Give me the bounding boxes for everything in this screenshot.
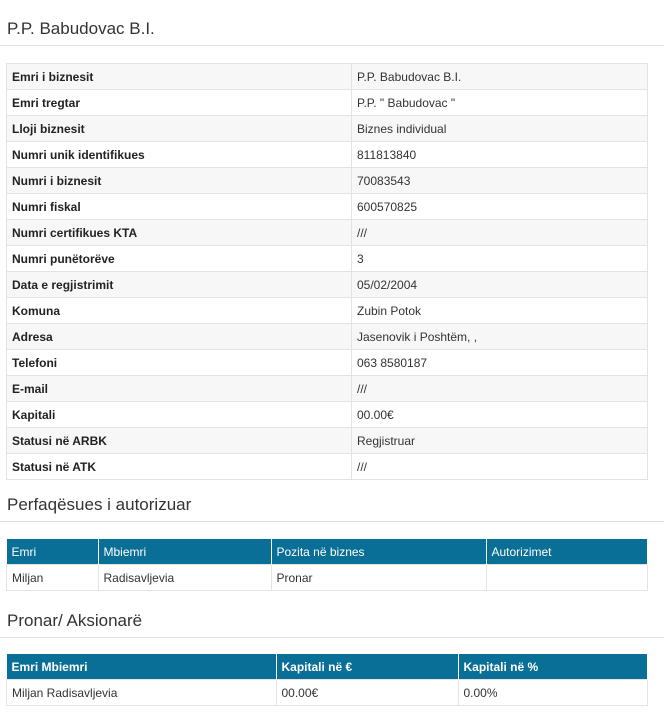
- detail-label: Adresa: [7, 324, 352, 350]
- detail-label: Telefoni: [7, 350, 352, 376]
- detail-value: Regjistruar: [352, 428, 648, 454]
- detail-label: Emri i biznesit: [7, 64, 352, 90]
- page-title: P.P. Babudovac B.I.: [0, 19, 664, 46]
- detail-value: ///: [352, 220, 648, 246]
- owners-heading: Pronar/ Aksionarë: [0, 611, 664, 638]
- detail-row: [7, 402, 648, 428]
- detail-row: [7, 142, 648, 168]
- detail-value: ///: [352, 376, 648, 402]
- detail-value: Jasenovik i Poshtëm, ,: [352, 324, 648, 350]
- detail-value: 600570825: [352, 194, 648, 220]
- table-row: [7, 565, 648, 591]
- detail-value: 811813840: [352, 142, 648, 168]
- detail-value: 00.00€: [352, 402, 648, 428]
- detail-label: Kapitali: [7, 402, 352, 428]
- table-cell: Miljan Radisavljevia: [7, 680, 277, 706]
- detail-label: Numri i biznesit: [7, 168, 352, 194]
- column-header: Emri Mbiemri: [7, 654, 277, 680]
- detail-value: Zubin Potok: [352, 298, 648, 324]
- table-cell: 0.00%: [458, 680, 648, 706]
- detail-row: [7, 376, 648, 402]
- detail-value: Biznes individual: [352, 116, 648, 142]
- detail-value: ///: [352, 454, 648, 480]
- detail-row: [7, 272, 648, 298]
- column-header: Autorizimet: [486, 539, 648, 565]
- detail-row: [7, 168, 648, 194]
- table-cell: Pronar: [271, 565, 486, 591]
- detail-label: Numri punëtorëve: [7, 246, 352, 272]
- column-header: Kapitali në %: [458, 654, 648, 680]
- detail-label: Numri fiskal: [7, 194, 352, 220]
- detail-row: [7, 428, 648, 454]
- table-cell: 00.00€: [276, 680, 458, 706]
- table-cell: Radisavljevia: [98, 565, 271, 591]
- detail-label: Emri tregtar: [7, 90, 352, 116]
- detail-row: [7, 454, 648, 480]
- detail-label: Statusi në ARBK: [7, 428, 352, 454]
- table-row: [7, 680, 648, 706]
- table-header-row: [7, 539, 648, 565]
- detail-row: [7, 298, 648, 324]
- detail-label: Numri unik identifikues: [7, 142, 352, 168]
- table-header-row: [7, 654, 648, 680]
- owners-table: [6, 654, 648, 706]
- detail-row: [7, 246, 648, 272]
- detail-row: [7, 350, 648, 376]
- business-details-table: [6, 63, 648, 480]
- detail-value: 3: [352, 246, 648, 272]
- column-header: Mbiemri: [98, 539, 271, 565]
- detail-value: P.P. Babudovac B.I.: [352, 64, 648, 90]
- detail-row: [7, 324, 648, 350]
- detail-label: Lloji biznesit: [7, 116, 352, 142]
- column-header: Kapitali në €: [276, 654, 458, 680]
- detail-value: P.P. " Babudovac ": [352, 90, 648, 116]
- detail-label: E-mail: [7, 376, 352, 402]
- detail-label: Komuna: [7, 298, 352, 324]
- detail-row: [7, 90, 648, 116]
- detail-row: [7, 194, 648, 220]
- table-cell: [486, 565, 648, 591]
- detail-value: 70083543: [352, 168, 648, 194]
- detail-row: [7, 220, 648, 246]
- detail-label: Numri certifikues KTA: [7, 220, 352, 246]
- detail-value: 063 8580187: [352, 350, 648, 376]
- detail-label: Data e regjistrimit: [7, 272, 352, 298]
- detail-value: 05/02/2004: [352, 272, 648, 298]
- representatives-heading: Perfaqësues i autorizuar: [0, 495, 664, 522]
- column-header: Pozita në biznes: [271, 539, 486, 565]
- detail-row: [7, 116, 648, 142]
- detail-label: Statusi në ATK: [7, 454, 352, 480]
- column-header: Emri: [7, 539, 99, 565]
- detail-row: [7, 64, 648, 90]
- representatives-table: [6, 539, 648, 591]
- table-cell: Miljan: [7, 565, 99, 591]
